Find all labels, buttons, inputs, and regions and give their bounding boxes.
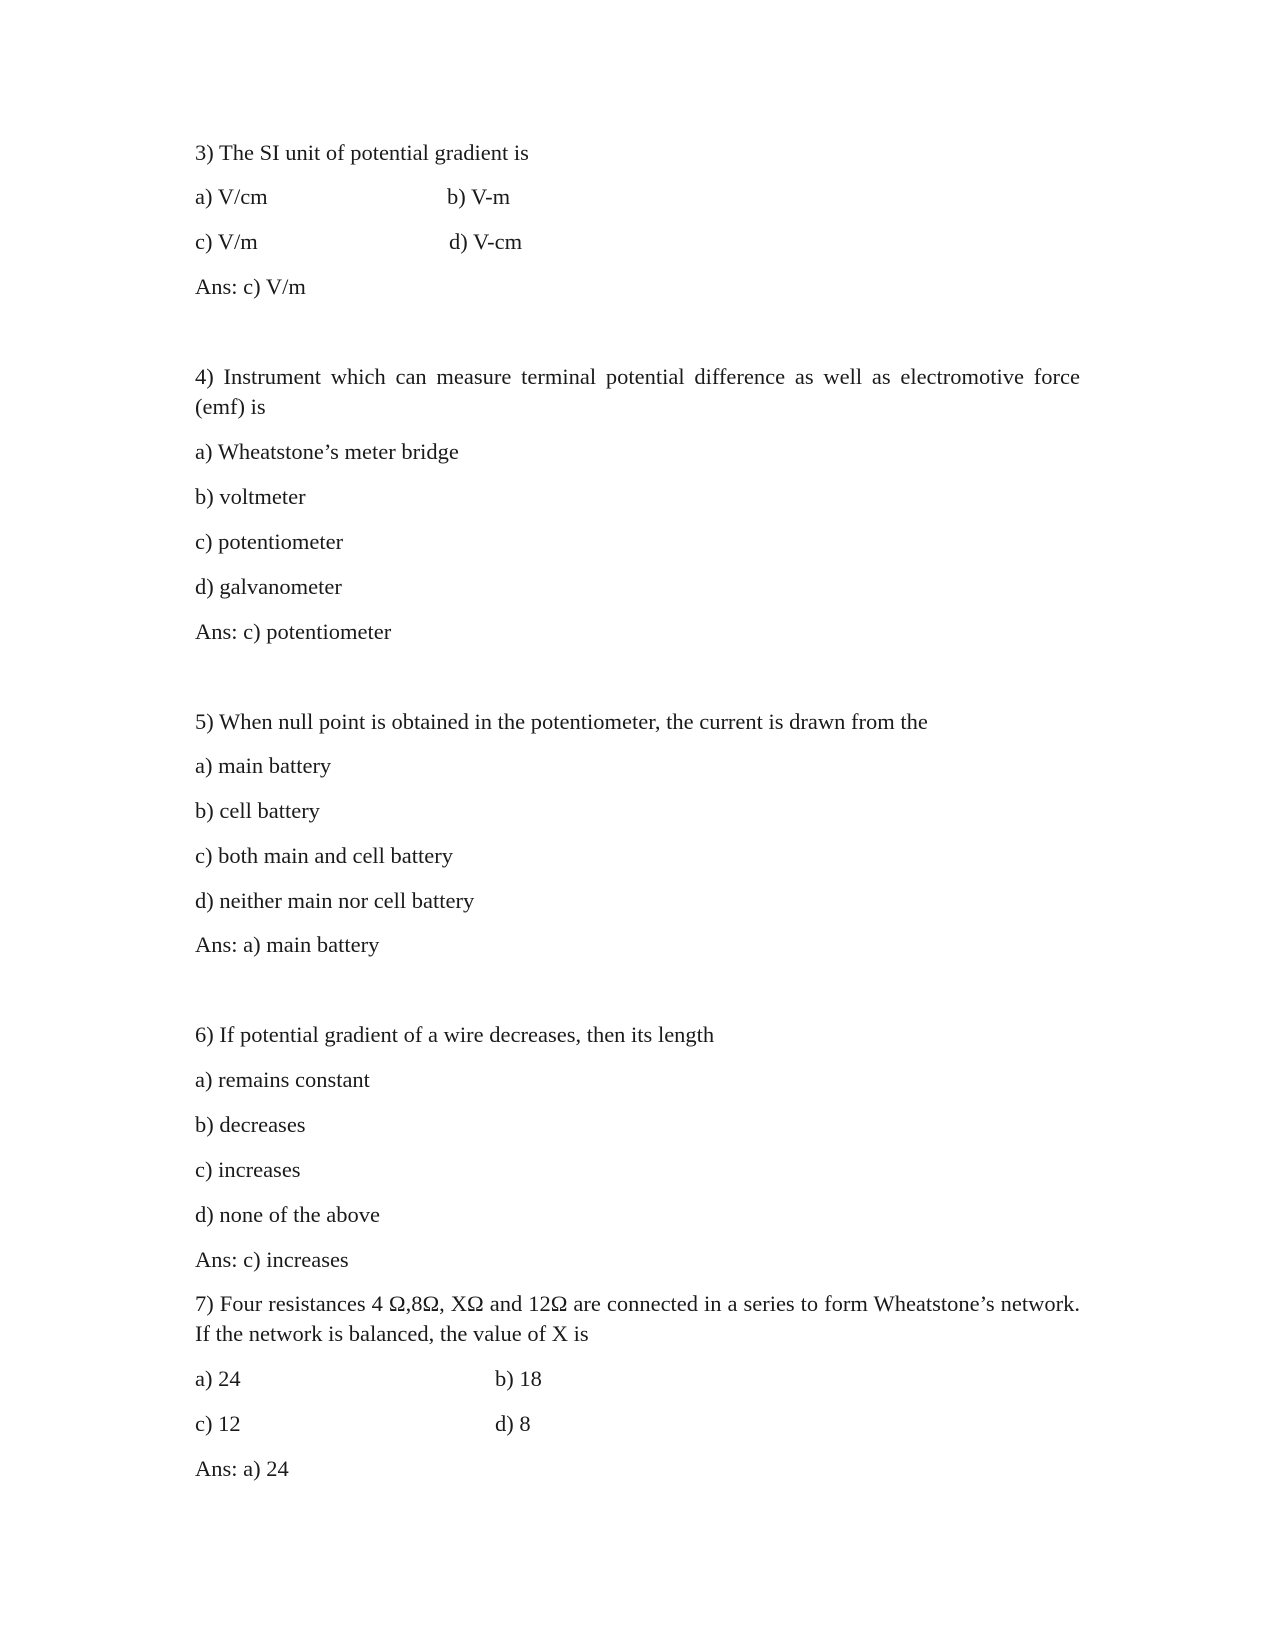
option-b: b) decreases (195, 1112, 306, 1137)
option-d: d) 8 (495, 1411, 531, 1436)
option-d: d) galvanometer (195, 574, 342, 599)
question-text: 6) If potential gradient of a wire decreases, then its length (195, 1022, 715, 1047)
option-b: b) V-m (447, 184, 511, 209)
option-b: b) cell battery (195, 798, 320, 823)
option-a: a) Wheatstone’s meter bridge (195, 439, 459, 464)
option-c: c) increases (195, 1157, 301, 1182)
option-a: a) remains constant (195, 1067, 370, 1092)
answer-text: Ans: a) main battery (195, 932, 380, 957)
option-b: b) 18 (495, 1366, 542, 1391)
option-c: c) V/m (195, 229, 258, 254)
answer-text: Ans: c) increases (195, 1247, 349, 1272)
option-d: d) neither main nor cell battery (195, 888, 475, 913)
option-a: a) 24 (195, 1366, 241, 1391)
answer-text: Ans: c) potentiometer (195, 619, 392, 644)
option-c: c) potentiometer (195, 529, 344, 554)
answer-text: Ans: a) 24 (195, 1456, 289, 1481)
question-text: 4) Instrument which can measure terminal potential difference as well as electromotive force (emf) is (195, 364, 1080, 419)
answer-text: Ans: c) V/m (195, 274, 306, 299)
option-d: d) none of the above (195, 1202, 380, 1227)
option-d: d) V-cm (449, 229, 523, 254)
option-b: b) voltmeter (195, 484, 306, 509)
option-a: a) V/cm (195, 184, 268, 209)
option-a: a) main battery (195, 753, 332, 778)
question-text: 5) When null point is obtained in the potentiometer, the current is drawn from the (195, 709, 928, 734)
question-text: 7) Four resistances 4 Ω,8Ω, XΩ and 12Ω are connected in a series to form Wheatstone’s network. If the network is balanced, the value of X is (195, 1291, 1080, 1346)
question-text: 3) The SI unit of potential gradient is (195, 140, 529, 165)
option-c: c) both main and cell battery (195, 843, 454, 868)
option-c: c) 12 (195, 1411, 241, 1436)
